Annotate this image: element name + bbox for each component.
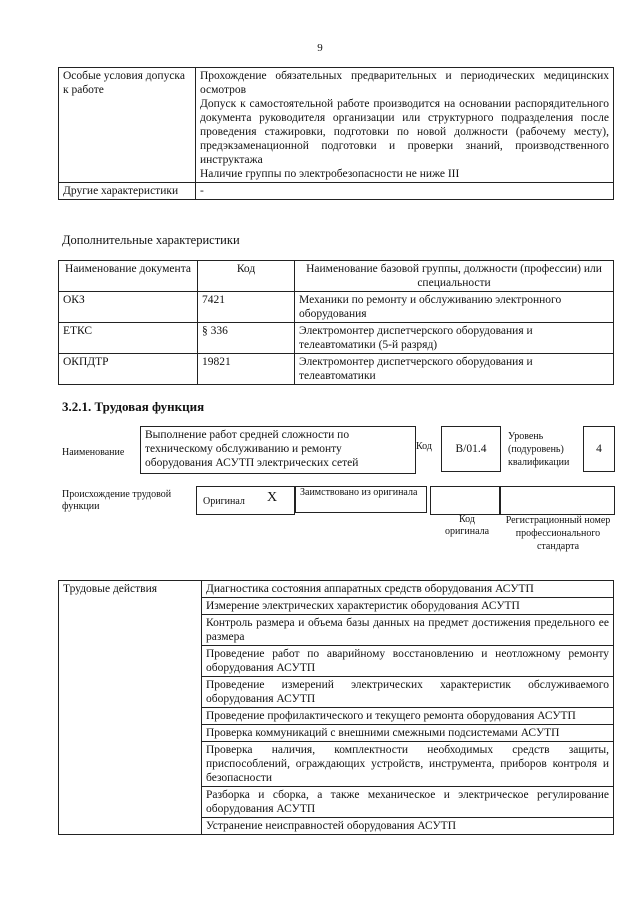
section-title: 3.2.1. Трудовая функция [62,399,205,414]
original-label: Оригинал [203,496,245,507]
table-row [59,292,614,323]
labour-actions-table [58,580,614,835]
doc-cell: ОКЗ [59,292,198,323]
conditions-line: Наличие группы по электробезопасности не ниже III [200,168,460,180]
table-row [59,323,614,354]
list-item: Измерение электрических характеристик оборудования АСУТП [202,598,614,615]
code-cell: 19821 [198,354,295,385]
name-label: Наименование [62,447,125,458]
table-row [59,581,614,598]
conditions-line: Допуск к самостоятельной работе производится на основании распорядительного документа руководителя организации или структурного подразделения после проведения стажировки, подготовки по новой должности (рабочему месту), предэкзаменационной подготовки и проверки знаний, производственного инструктажа [200,98,609,166]
code-cell: § 336 [198,323,295,354]
level-label: Уровень (подуровень) квалификации [508,431,570,468]
other-characteristics-value: - [196,183,614,200]
list-item: Проверка наличия, комплектности необходимых средств защиты, приспособлений, ограждающих устройств, инструмента, приборов контроля и безопасности [202,742,614,787]
code-label: Код [416,441,432,452]
code-cell: 7421 [198,292,295,323]
conditions-line: Прохождение обязательных предварительных и периодических медицинских осмотров [200,70,609,96]
name-cell: Электромонтер диспетчерского оборудования и телеавтоматики (5-й разряд) [295,323,614,354]
special-conditions-label: Особые условия допуска к работе [59,68,196,183]
function-name-box: Выполнение работ средней сложности по техническому обслуживанию и ремонту оборудования АСУТП электрических сетей [140,426,416,474]
list-item: Проведение работ по аварийному восстановлению и неотложному ремонту оборудования АСУТП [202,646,614,677]
table-row [59,183,614,200]
additional-characteristics-title: Дополнительные характеристики [62,233,240,247]
original-box [196,486,295,515]
level-value-box: 4 [583,426,615,472]
doc-cell: ОКПДТР [59,354,198,385]
name-cell: Механики по ремонту и обслуживанию электронного оборудования [295,292,614,323]
original-code-box [430,486,500,515]
borrowed-label: Заимствовано из оригинала [295,486,427,513]
reg-number-box [500,486,615,515]
list-item: Разборка и сборка, а также механическое и электрическое регулирование оборудования АСУТП [202,787,614,818]
header-document: Наименование документа [59,261,198,292]
original-code-caption: Код оригинала [444,514,490,537]
list-item: Проведение измерений электрических характеристик обслуживаемого оборудования АСУТП [202,677,614,708]
reg-number-caption: Регистрационный номер профессионального стандарта [505,515,611,552]
function-code-box: B/01.4 [441,426,501,472]
additional-characteristics-table [58,260,614,385]
header-name: Наименование базовой группы, должности (профессии) или специальности [295,261,614,292]
list-item: Проведение профилактического и текущего ремонта оборудования АСУТП [202,708,614,725]
table-row [59,68,614,183]
list-item: Устранение неисправностей оборудования АСУТП [202,818,614,835]
name-cell: Электромонтер диспетчерского оборудования и телеавтоматики [295,354,614,385]
table-header-row [59,261,614,292]
page-number: 9 [317,42,323,54]
original-mark: X [267,490,278,505]
labour-actions-label: Трудовые действия [59,581,202,835]
conditions-table [58,67,614,200]
table-row [59,354,614,385]
special-conditions-value [196,68,614,183]
list-item: Контроль размера и объема базы данных на предмет достижения предельного ее размера [202,615,614,646]
other-characteristics-label: Другие характеристики [59,183,196,200]
list-item: Проверка коммуникаций с внешними смежными подсистемами АСУТП [202,725,614,742]
header-code: Код [198,261,295,292]
origin-label: Происхождение трудовой функции [62,489,172,512]
list-item: Диагностика состояния аппаратных средств оборудования АСУТП [202,581,614,598]
doc-cell: ЕТКС [59,323,198,354]
